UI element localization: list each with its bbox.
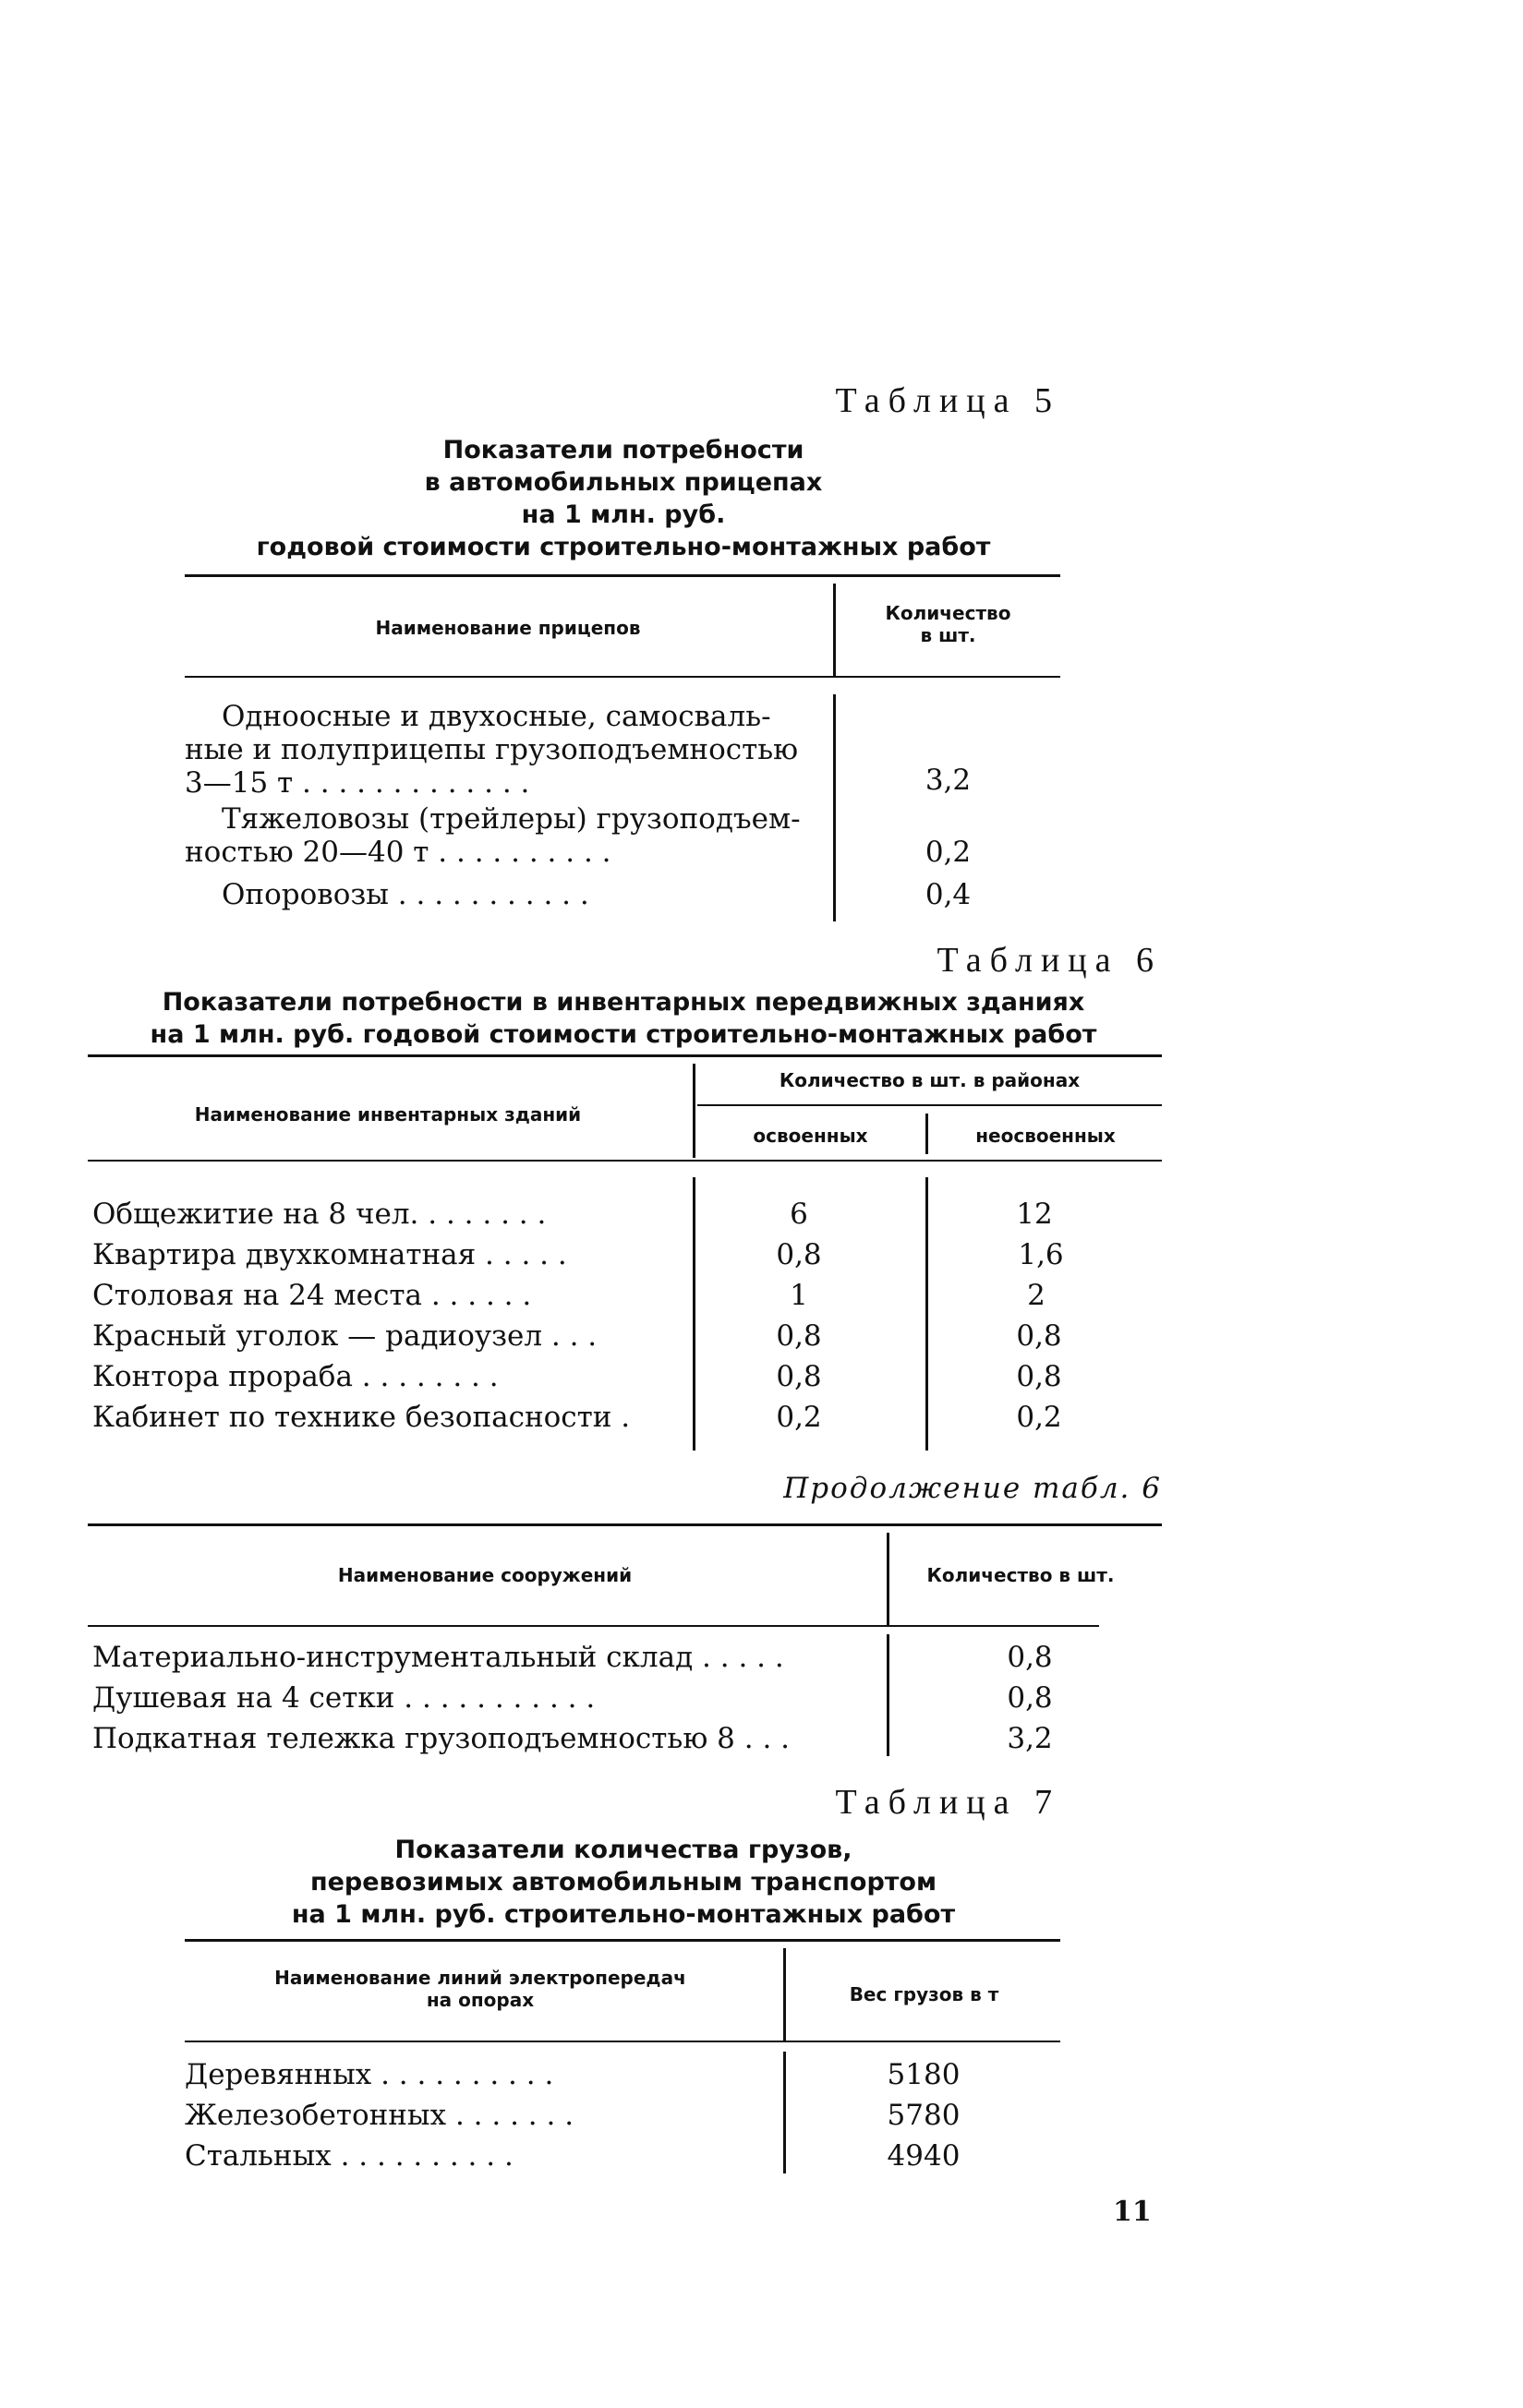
- table6-row-developed: 0,8: [776, 1360, 822, 1393]
- table6c-body-divider: [887, 1634, 889, 1756]
- table6-caption: Таблица 6: [937, 941, 1162, 980]
- table6-row-undeveloped: 2: [1027, 1279, 1046, 1312]
- table6-row-name: Кабинет по технике безопасности .: [92, 1401, 631, 1434]
- table5-header-divider: [833, 584, 836, 676]
- table6-header-group: Количество в шт. в районах: [779, 1069, 1081, 1091]
- table7-caption: Таблица 7: [835, 1783, 1060, 1822]
- table7-body-divider: [783, 2052, 786, 2173]
- table6-continuation-caption: Продолжение табл. 6: [783, 1472, 1162, 1505]
- table6-row-developed: 0,8: [776, 1238, 822, 1271]
- table5-row-1-line-1: Одноосные и двухосные, самосваль-: [222, 700, 771, 733]
- table6-row-undeveloped: 0,2: [1016, 1401, 1062, 1434]
- table7-top-rule: [185, 1939, 1060, 1942]
- table5-row-1-value: 3,2: [925, 764, 972, 797]
- table6-row-name: Общежитие на 8 чел. . . . . . . .: [92, 1198, 547, 1231]
- table6c-row-value: 0,8: [1007, 1681, 1053, 1715]
- table6-row-developed: 0,2: [776, 1401, 822, 1434]
- table7-title: [185, 1834, 1062, 1931]
- table7-header-name: [185, 1967, 776, 2011]
- table7-row-name: Стальных . . . . . . . . . .: [185, 2139, 514, 2173]
- table5-caption: Таблица 5: [835, 381, 1060, 420]
- table6c-header-name: Наименование сооружений: [337, 1564, 633, 1586]
- table5-header-qty-line: в шт.: [920, 624, 976, 646]
- table7-header-divider: [783, 1948, 786, 2041]
- table7-row-value: 5780: [887, 2099, 961, 2132]
- table7-header-rule: [185, 2041, 1060, 2042]
- table6-title: [88, 986, 1159, 1051]
- table6-header-undeveloped: неосвоенных: [975, 1125, 1116, 1147]
- table7-header-weight: Вес грузов в т: [849, 1983, 999, 2005]
- table6-row-undeveloped: 1,6: [1018, 1238, 1064, 1271]
- table7-header-name-line: Наименование линий электропередач: [274, 1967, 686, 1989]
- page-number: 11: [1113, 2196, 1152, 2228]
- table7-title-line: Показатели количества грузов,: [394, 1836, 852, 1864]
- table6-row-undeveloped: 0,8: [1016, 1319, 1062, 1353]
- table7-header-name-line: на опорах: [426, 1989, 535, 2011]
- table5-row-1-line-2: ные и полуприцепы грузоподъемностью: [185, 733, 799, 766]
- table7-row-name: Деревянных . . . . . . . . . .: [185, 2058, 554, 2091]
- table6c-header-rule: [88, 1625, 1099, 1627]
- table6-row-name: Контора прораба . . . . . . . .: [92, 1360, 499, 1393]
- table6-row-name: Квартира двухкомнатная . . . . .: [92, 1238, 567, 1271]
- table7-row-value: 4940: [887, 2139, 961, 2173]
- table6c-row-name: Душевая на 4 сетки . . . . . . . . . . .: [92, 1681, 596, 1715]
- table6c-row-value: 0,8: [1007, 1641, 1053, 1674]
- table5-title: [185, 434, 1062, 563]
- table7-row-value: 5180: [887, 2058, 961, 2091]
- table5-title-line: в автомобильных прицепах: [424, 468, 823, 497]
- table5-row-2-value: 0,2: [925, 836, 972, 869]
- table5-header-qty-line: Количество: [885, 602, 1011, 624]
- table6-header-subrule: [697, 1104, 1162, 1106]
- table7-title-line: перевозимых автомобильным транспортом: [309, 1868, 937, 1896]
- table5-title-line: Показатели потребности: [442, 436, 804, 464]
- table6c-row-name: Подкатная тележка грузоподъемностью 8 . . .: [92, 1722, 791, 1755]
- table6c-row-name: Материально-инструментальный склад . . . . .: [92, 1641, 784, 1674]
- table6-row-name: Столовая на 24 места . . . . . .: [92, 1279, 532, 1312]
- table6c-header-qty: Количество в шт.: [926, 1564, 1115, 1586]
- table6-row-developed: 0,8: [776, 1319, 822, 1353]
- table5-row-1-line-3: 3—15 т . . . . . . . . . . . . .: [185, 766, 530, 800]
- table6-header-divider: [693, 1064, 695, 1158]
- table5-title-line: на 1 млн. руб.: [521, 500, 726, 529]
- table6c-row-value: 3,2: [1007, 1722, 1053, 1755]
- table7-row-name: Железобетонных . . . . . . .: [185, 2099, 574, 2132]
- table5-header-qty: [836, 602, 1060, 646]
- table6-row-developed: 6: [790, 1198, 808, 1231]
- table6-header-rule: [88, 1160, 1162, 1162]
- table5-top-rule: [185, 574, 1060, 577]
- table6-header-subdivider: [925, 1114, 928, 1154]
- table5-row-2-line-1: Тяжеловозы (трейлеры) грузоподъем-: [222, 802, 801, 836]
- table5-title-line: годовой стоимости строительно-монтажных работ: [256, 533, 991, 561]
- table5-header-rule: [185, 676, 1060, 678]
- table6c-header-divider: [887, 1533, 889, 1627]
- table6-body-divider-2: [925, 1177, 928, 1451]
- table5-header-name: Наименование прицепов: [375, 617, 641, 639]
- table6-row-developed: 1: [790, 1279, 808, 1312]
- table6-row-undeveloped: 0,8: [1016, 1360, 1062, 1393]
- table5-row-3-line-1: Опоровозы . . . . . . . . . . .: [222, 878, 589, 911]
- table7-title-line: на 1 млн. руб. строительно-монтажных работ: [291, 1900, 956, 1929]
- table6-body-divider-1: [693, 1177, 695, 1451]
- table6-top-rule: [88, 1054, 1162, 1057]
- table6-title-line: на 1 млн. руб. годовой стоимости строительно-монтажных работ: [150, 1020, 1097, 1049]
- table5-row-3-value: 0,4: [925, 878, 972, 911]
- table6-header-developed: освоенных: [753, 1125, 868, 1147]
- table6-header-name: Наименование инвентарных зданий: [194, 1103, 582, 1126]
- table6-row-undeveloped: 12: [1016, 1198, 1053, 1231]
- table6-row-name: Красный уголок — радиоузел . . .: [92, 1319, 598, 1353]
- table6-title-line: Показатели потребности в инвентарных передвижных зданиях: [162, 988, 1085, 1017]
- table5-row-2-line-2: ностью 20—40 т . . . . . . . . . .: [185, 836, 611, 869]
- table6c-top-rule: [88, 1523, 1162, 1526]
